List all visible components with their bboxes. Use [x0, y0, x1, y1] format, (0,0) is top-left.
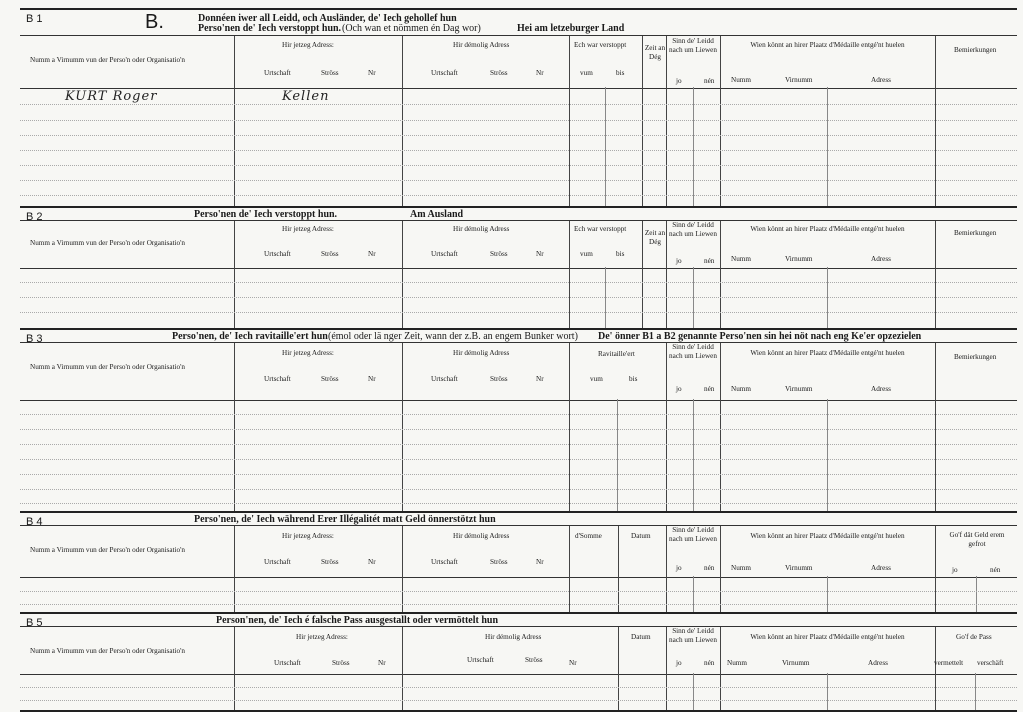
header-stross: Ströss — [321, 558, 339, 566]
header-jo: jo — [952, 566, 958, 574]
header-nr: Nr — [536, 250, 544, 258]
header-nr: Nr — [368, 375, 376, 383]
header-nr: Nr — [368, 558, 376, 566]
header-numm: Numm — [731, 564, 751, 572]
header-urtschaft: Urtschaft — [264, 250, 291, 258]
header-nr: Nr — [536, 558, 544, 566]
header-row — [20, 342, 1017, 401]
section-b4 — [20, 511, 1017, 614]
header-somme: d'Somme — [575, 532, 602, 540]
header-nen: nén — [704, 659, 715, 667]
header-row — [20, 35, 1017, 89]
section-note: (Och wan et nömmen én Dag wor) — [342, 23, 481, 34]
header-sinn: Sinn de' Leidd nach um Liewen — [669, 627, 717, 644]
header-vermettelt: vermettelt — [934, 659, 964, 667]
header-jo: jo — [676, 257, 682, 265]
header-stross: Ströss — [332, 659, 350, 667]
header-nr: Nr — [569, 659, 577, 667]
header-virnumm: Virnumm — [785, 255, 813, 263]
header-hidden: Ech war verstoppt — [574, 41, 627, 49]
header-stross: Ströss — [490, 375, 508, 383]
header-former-address: Hir démolig Adress — [453, 349, 510, 357]
header-current-address: Hir jetzeg Adress: — [282, 349, 334, 357]
section-title: Donnéen iwer all Leidd, och Ausländer, de' Iech gehollef hun — [198, 13, 457, 24]
header-vum: vum — [580, 69, 593, 77]
section-title: Person'nen, de' Iech é falsche Pass ausgestallt oder vermöttelt hun — [216, 615, 499, 626]
header-nen: nén — [704, 77, 715, 85]
header-bis: bis — [616, 250, 625, 258]
header-nen: nén — [704, 564, 715, 572]
header-current-address: Hir jetzeg Adress: — [282, 41, 334, 49]
header-sinn: Sinn de' Leidd nach um Liewen — [669, 37, 717, 54]
header-former-address: Hir démolig Adress — [453, 532, 510, 540]
section-title: Perso'nen, de' Iech ravitaille'ert hun — [172, 331, 328, 342]
header-current-address: Hir jetzeg Adress: — [296, 633, 348, 641]
header-sinn: Sinn de' Leidd nach um Liewen — [669, 221, 717, 238]
header-datum: Datum — [631, 532, 651, 540]
header-name: Numm a Virnumm vun der Perso'n oder Organisatio'n — [30, 647, 186, 655]
header-bemierkungen: Bemierkungen — [954, 229, 997, 237]
handwritten-name: KURT Roger — [65, 89, 158, 104]
header-urtschaft: Urtschaft — [431, 69, 458, 77]
header-current-address: Hir jetzeg Adress: — [282, 532, 334, 540]
header-virnumm: Virnumm — [785, 385, 813, 393]
header-virnumm: Virnumm — [782, 659, 810, 667]
header-row — [20, 525, 1017, 578]
header-vum: vum — [590, 375, 603, 383]
section-b2 — [20, 206, 1017, 330]
header-zeit: Zeit an Dég — [644, 229, 666, 246]
header-jo: jo — [676, 77, 682, 85]
header-former-address: Hir démolig Adress — [453, 41, 510, 49]
header-urtschaft: Urtschaft — [264, 558, 291, 566]
header-adress: Adress — [871, 255, 891, 263]
header-stross: Ströss — [321, 375, 339, 383]
entry-area — [20, 267, 1017, 330]
header-name: Numm a Virnumm vun der Perso'n oder Organisatio'n — [30, 363, 186, 371]
header-gof-pass: Go'f de Pass — [956, 633, 992, 641]
header-urtschaft: Urtschaft — [431, 558, 458, 566]
header-name: Numm a Virnumm vun der Perso'n oder Organisatio'n — [30, 239, 186, 247]
header-stross: Ströss — [490, 69, 508, 77]
header-ravitaille: Ravitaille'ert — [598, 350, 635, 358]
header-name: Numm a Virnumm vun der Perso'n oder Organisatio'n — [30, 56, 186, 64]
header-bemierkungen: Bemierkungen — [954, 46, 997, 54]
header-former-address: Hir démolig Adress — [485, 633, 542, 641]
section-subtitle: Perso'nen de' Iech verstoppt hun. — [198, 23, 342, 34]
section-b5 — [20, 612, 1017, 712]
header-nr: Nr — [368, 69, 376, 77]
header-datum: Datum — [631, 633, 651, 641]
header-medal: Wien könnt an hirer Plaatz d'Médaille entgé'nt huelen — [750, 532, 905, 540]
header-bis: bis — [616, 69, 625, 77]
header-medal: Wien könnt an hirer Plaatz d'Médaille entgé'nt huelen — [750, 349, 905, 357]
header-gof-geld: Go'f dät Geld erem gefrot — [949, 531, 1005, 548]
section-id: B 5 — [26, 617, 43, 629]
header-adress: Adress — [868, 659, 888, 667]
header-sinn: Sinn de' Leidd nach um Liewen — [669, 343, 717, 360]
header-numm: Numm — [731, 385, 751, 393]
section-place: Am Ausland — [410, 209, 464, 220]
header-row — [20, 220, 1017, 269]
header-nr: Nr — [536, 69, 544, 77]
form-sheet — [20, 8, 1017, 708]
header-nr: Nr — [378, 659, 386, 667]
header-urtschaft: Urtschaft — [431, 250, 458, 258]
entry-area — [20, 399, 1017, 513]
header-bis: bis — [629, 375, 638, 383]
header-urtschaft: Urtschaft — [431, 375, 458, 383]
section-note: (émol oder lä nger Zeit, wann der z.B. an engem Bunker wort) — [328, 331, 578, 342]
header-former-address: Hir démolig Adress — [453, 225, 510, 233]
section-id: B 3 — [26, 333, 43, 345]
header-numm: Numm — [727, 659, 747, 667]
header-urtschaft: Urtschaft — [467, 656, 494, 664]
header-virnumm: Virnumm — [785, 76, 813, 84]
header-jo: jo — [676, 564, 682, 572]
entry-area — [20, 576, 1017, 614]
header-jo: jo — [676, 659, 682, 667]
section-title: Perso'nen de' Iech verstoppt hun. — [194, 209, 338, 220]
header-stross: Ströss — [490, 558, 508, 566]
header-adress: Adress — [871, 76, 891, 84]
header-name: Numm a Virnumm vun der Perso'n oder Organisatio'n — [30, 546, 186, 554]
header-medal: Wien könnt an hirer Plaatz d'Médaille entgé'nt huelen — [750, 41, 905, 49]
header-zeit: Zeit an Dég — [644, 44, 666, 61]
header-stross: Ströss — [525, 656, 543, 664]
header-jo: jo — [676, 385, 682, 393]
header-virnumm: Virnumm — [785, 564, 813, 572]
section-id: B 4 — [26, 516, 43, 528]
header-medal: Wien könnt an hirer Plaatz d'Médaille entgé'nt huelen — [750, 633, 905, 641]
header-medal: Wien könnt an hirer Plaatz d'Médaille entgé'nt huelen — [750, 225, 905, 233]
section-place: Hei am letzeburger Land — [517, 23, 625, 34]
section-b1 — [20, 8, 1017, 208]
header-stross: Ströss — [321, 250, 339, 258]
header-urtschaft: Urtschaft — [264, 375, 291, 383]
header-stross: Ströss — [321, 69, 339, 77]
handwritten-place: Kellen — [282, 89, 330, 104]
header-hidden: Ech war verstoppt — [574, 225, 627, 233]
header-vum: vum — [580, 250, 593, 258]
entry-area — [20, 87, 1017, 208]
header-row — [20, 626, 1017, 675]
section-title: Perso'nen, de' Iech während Erer Illégalitét matt Geld önnerstötzt hun — [194, 514, 496, 525]
section-instruction: De' önner B1 a B2 genannte Perso'nen sin hei nöt nach eng Ke'er opzezielen — [598, 331, 922, 342]
header-nr: Nr — [536, 375, 544, 383]
header-bemierkungen: Bemierkungen — [954, 353, 997, 361]
header-nen: nén — [704, 385, 715, 393]
entry-area — [20, 673, 1017, 710]
header-urtschaft: Urtschaft — [274, 659, 301, 667]
header-nen: nén — [990, 566, 1001, 574]
header-sinn: Sinn de' Leidd nach um Liewen — [669, 526, 717, 543]
section-id: B 1 — [26, 13, 43, 25]
header-nen: nén — [704, 257, 715, 265]
section-b3 — [20, 328, 1017, 513]
header-nr: Nr — [368, 250, 376, 258]
header-adress: Adress — [871, 564, 891, 572]
header-current-address: Hir jetzeg Adress: — [282, 225, 334, 233]
form-letter: B. — [145, 11, 164, 33]
section-id: B 2 — [26, 211, 43, 223]
header-urtschaft: Urtschaft — [264, 69, 291, 77]
header-verschaft: verschäft — [977, 659, 1004, 667]
header-numm: Numm — [731, 255, 751, 263]
header-numm: Numm — [731, 76, 751, 84]
header-stross: Ströss — [490, 250, 508, 258]
header-adress: Adress — [871, 385, 891, 393]
